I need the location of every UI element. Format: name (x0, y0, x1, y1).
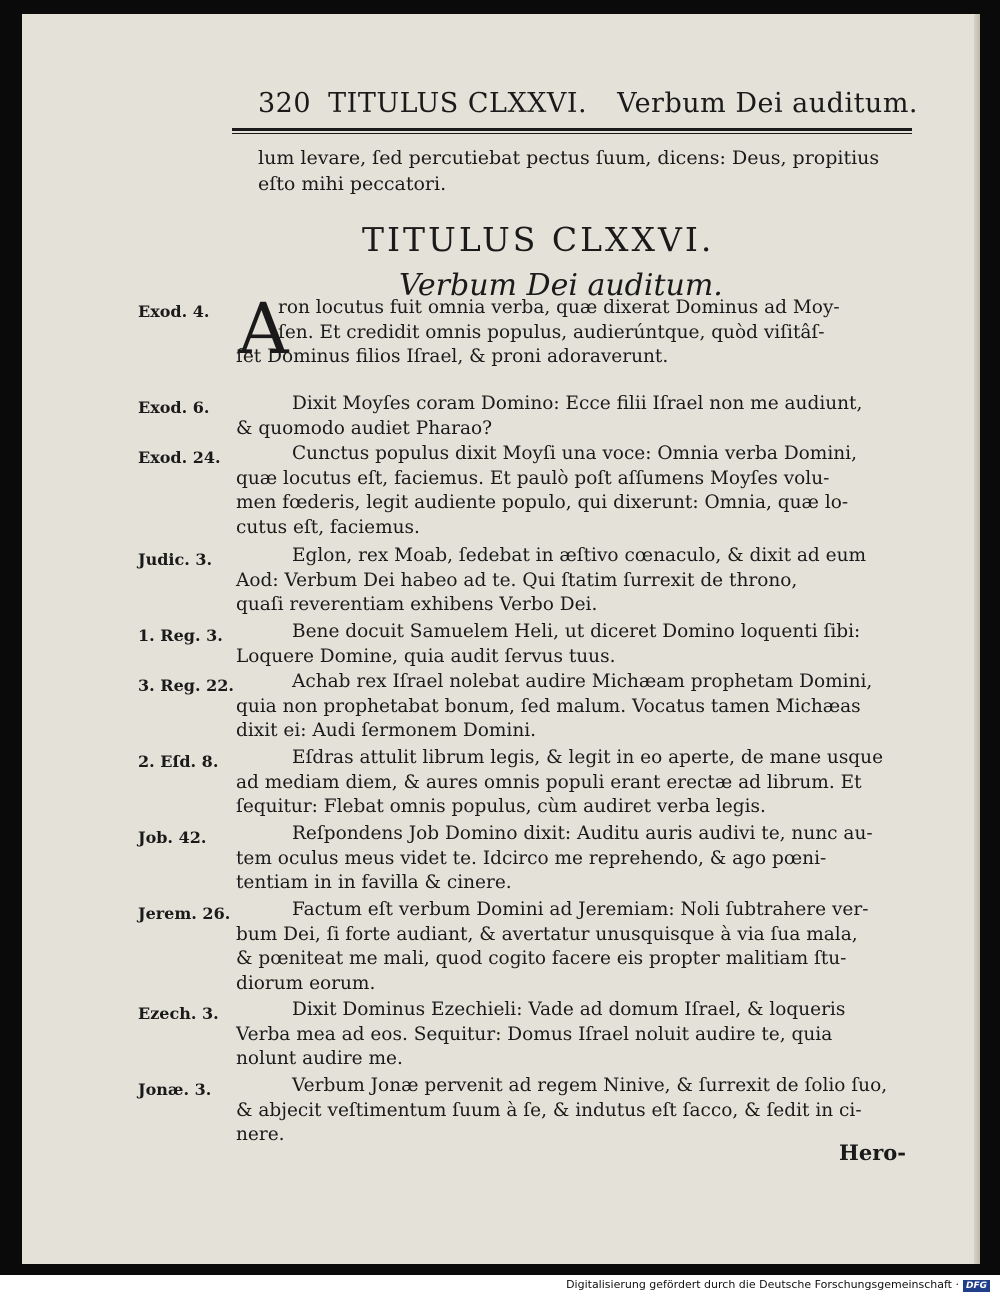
entry-text (236, 288, 926, 370)
text-line: ſen. Et credidit omnis populus, audierúntque, quòd viſitâſ- (278, 321, 825, 343)
entry-text (236, 442, 926, 540)
footer-text: Digitalisierung gefördert durch die Deutsche Forschungsgemeinschaft · (566, 1278, 959, 1291)
text-line: Cunctus populus dixit Moyſi una voce: Omnia verba Domini, (292, 443, 857, 464)
header-rule (232, 128, 912, 134)
text-line: ſequitur: Flebat omnis populus, cùm audiret verba legis. (236, 796, 766, 818)
scripture-reference: Jerem. 26. (138, 904, 231, 923)
dfg-logo-icon: DFG (963, 1280, 990, 1292)
running-head (258, 88, 918, 119)
text-line: & abjecit veſtimentum ſuum à ſe, & indutus eſt ſacco, & ſedit in ci- (236, 1099, 862, 1121)
text-line: Achab rex Iſrael nolebat audire Michæam prophetam Domini, (292, 671, 873, 692)
scripture-reference: Exod. 24. (138, 448, 221, 467)
entry-text (236, 670, 926, 744)
entry-text (236, 746, 926, 820)
text-line: nolunt audire me. (236, 1048, 403, 1070)
entry-text (236, 392, 926, 441)
text-line: Dixit Dominus Ezechieli: Vade ad domum Iſrael, & loqueris (292, 999, 846, 1020)
entry-text (236, 544, 926, 618)
text-line: quia non prophetabat bonum, ſed malum. Vocatus tamen Michæas (236, 695, 861, 717)
running-head-title: TITULUS CLXXVI. (328, 88, 588, 119)
carryover-line: lum levare, ſed percutiebat pectus ſuum, dicens: Deus, propitius (258, 147, 880, 169)
entry-text (236, 898, 926, 996)
entry-text (236, 998, 926, 1072)
text-line: Bene docuit Samuelem Heli, ut diceret Domino loquenti ſibi: (292, 621, 861, 642)
text-line: cutus eſt, faciemus. (236, 516, 420, 538)
entry-text (236, 822, 926, 896)
text-line: ſet Dominus filios Iſrael, & proni adoraverunt. (236, 346, 669, 368)
page-number: 320 (258, 88, 312, 119)
chapter-title: TITULUS CLXXVI. (362, 220, 715, 259)
text-line: Dixit Moyſes coram Domino: Ecce filii Iſrael non me audiunt, (292, 393, 863, 414)
text-line: Reſpondens Job Domino dixit: Auditu auris audivi te, nunc au- (292, 823, 873, 844)
text-line: nere. (236, 1124, 285, 1146)
text-line: Factum eſt verbum Domini ad Jeremiam: Noli ſubtrahere ver- (292, 899, 869, 920)
text-line: Verba mea ad eos. Sequitur: Domus Iſrael noluit audire te, quia (236, 1023, 833, 1045)
scripture-reference: Job. 42. (138, 828, 207, 847)
carryover-line: eſto mihi peccatori. (258, 173, 447, 195)
drop-cap: A (238, 288, 289, 370)
text-line: quaſi reverentiam exhibens Verbo Dei. (236, 594, 598, 616)
text-line: Eglon, rex Moab, ſedebat in æſtivo cœnaculo, & dixit ad eum (292, 545, 867, 566)
text-line: Eſdras attulit librum legis, & legit in eo aperte, de mane usque (292, 747, 884, 768)
chapter-subtitle: Verbum Dei auditum. (399, 268, 723, 303)
text-line: & quomodo audiet Pharao? (236, 417, 493, 439)
digitization-footer (566, 1278, 990, 1292)
text-line: tem oculus meus videt te. Idcirco me reprehendo, & ago pœni- (236, 847, 827, 869)
scripture-reference: 2. Eſd. 8. (138, 752, 219, 771)
catchword: Hero- (839, 1140, 906, 1165)
scripture-reference: Jonæ. 3. (138, 1080, 212, 1099)
entry-text (236, 620, 926, 669)
text-line: diorum eorum. (236, 972, 376, 994)
page-edge (974, 14, 980, 1264)
running-head-subject: Verbum Dei auditum. (617, 88, 918, 119)
scripture-reference: 3. Reg. 22. (138, 676, 234, 695)
text-line: quæ locutus eſt, faciemus. Et paulò poſt aſſumens Moyſes volu- (236, 467, 830, 489)
text-line: Aod: Verbum Dei habeo ad te. Qui ſtatim ſurrexit de throno, (236, 569, 798, 591)
text-line: bum Dei, ſi forte audiant, & avertatur unusquisque à via ſua mala, (236, 923, 858, 945)
text-line: Verbum Jonæ pervenit ad regem Ninive, & ſurrexit de ſolio ſuo, (292, 1075, 888, 1096)
scripture-reference: Judic. 3. (138, 550, 213, 569)
entry-text (236, 1074, 926, 1148)
scripture-reference: 1. Reg. 3. (138, 626, 223, 645)
text-line: & pœniteat me mali, quod cogito facere eis propter malitiam ſtu- (236, 948, 847, 970)
text-line: men fœderis, legit audiente populo, qui dixerunt: Omnia, quæ lo- (236, 492, 849, 514)
book-page (22, 14, 980, 1264)
scripture-reference: Ezech. 3. (138, 1004, 219, 1023)
text-line: ron locutus fuit omnia verba, quæ dixerat Dominus ad Moy- (278, 297, 840, 318)
scripture-reference: Exod. 4. (138, 302, 210, 321)
text-line: ad mediam diem, & aures omnis populi erant erectæ ad librum. Et (236, 771, 862, 793)
text-line: dixit ei: Audi ſermonem Domini. (236, 720, 537, 742)
text-line: tentiam in in favilla & cinere. (236, 872, 512, 894)
text-line: Loquere Domine, quia audit ſervus tuus. (236, 645, 616, 667)
scripture-reference: Exod. 6. (138, 398, 210, 417)
